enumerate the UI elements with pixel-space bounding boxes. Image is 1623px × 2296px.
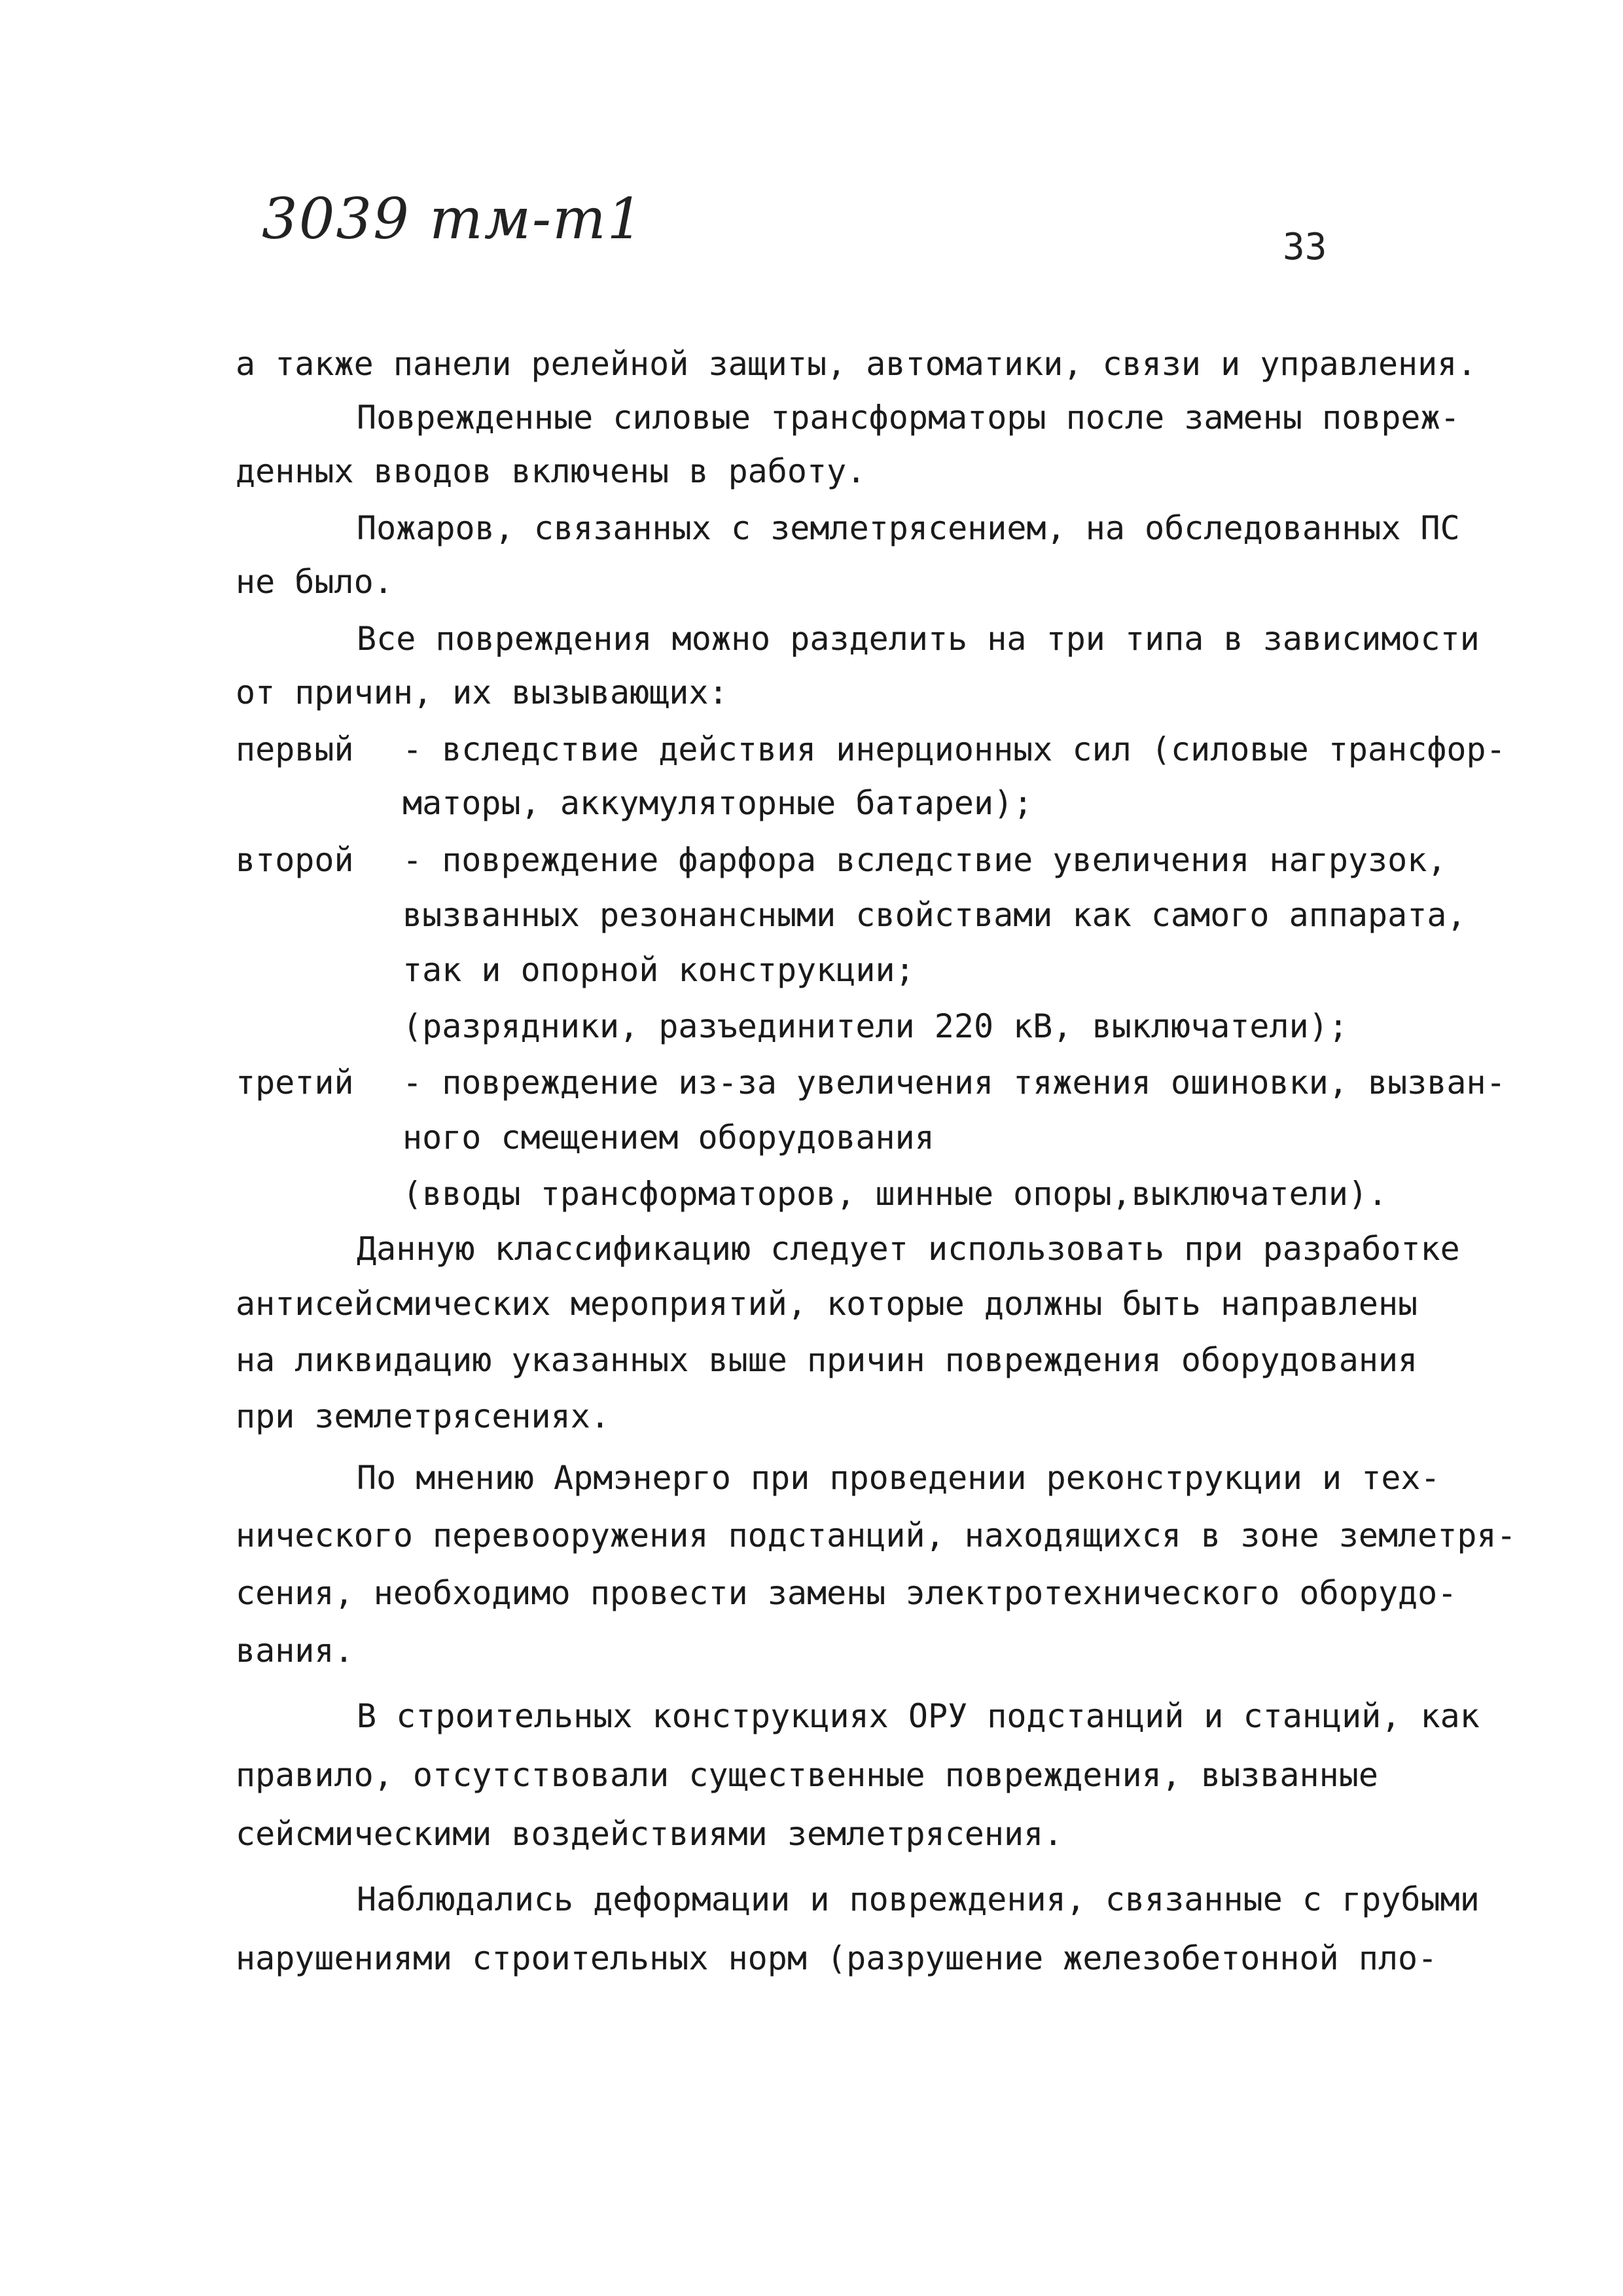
text-line: от причин, их вызывающих:	[236, 673, 728, 711]
text-line: Поврежденные силовые трансформаторы после замены повреж-	[357, 399, 1460, 437]
text-line: правило, отсутствовали существенные повреждения, вызванные	[236, 1756, 1378, 1794]
text-line: Наблюдались деформации и повреждения, связанные с грубыми	[357, 1880, 1480, 1918]
document-body	[236, 321, 1516, 2067]
text-line: не было.	[236, 563, 393, 601]
text-line: ного смещением оборудования	[402, 1119, 935, 1157]
text-line: (разрядники, разъединители 220 кВ, выключатели);	[402, 1007, 1348, 1045]
text-line: денных вводов включены в работу.	[236, 452, 866, 490]
text-line: вызванных резонансными свойствами как самого аппарата,	[402, 896, 1467, 934]
text-line: По мнению Армэнерго при проведении реконструкции и тех-	[357, 1459, 1440, 1497]
damage-type-first	[236, 719, 1506, 780]
damage-type-second	[236, 830, 1447, 890]
text-line: Все повреждения можно разделить на три типа в зависимости	[357, 620, 1480, 658]
damage-type-text: - повреждение фарфора вследствие увеличения нагрузок,	[402, 841, 1447, 879]
text-line: сения, необходимо провести замены электротехнического оборудо-	[236, 1574, 1457, 1612]
text-line: на ликвидацию указанных выше причин повреждения оборудования	[236, 1341, 1418, 1379]
text-line: при землетрясениях.	[236, 1397, 610, 1435]
page-number: 33	[1283, 226, 1327, 268]
damage-type-label: третий	[236, 1064, 354, 1102]
text-line: (вводы трансформаторов, шинные опоры,выключатели).	[402, 1175, 1388, 1213]
damage-type-label: первый	[236, 730, 354, 768]
damage-type-text: - вследствие действия инерционных сил (силовые трансфор-	[402, 730, 1506, 768]
text-line: антисейсмических мероприятий, которые должны быть направлены	[236, 1285, 1418, 1323]
handwritten-document-code: 3039 тм-т1	[262, 187, 645, 252]
text-line: маторы, аккумуляторные батареи);	[402, 784, 1033, 822]
damage-type-third	[236, 1052, 1506, 1113]
text-line: В строительных конструкциях ОРУ подстанций и станций, как	[357, 1697, 1480, 1735]
text-line: нического перевооружения подстанций, находящихся в зоне землетря-	[236, 1516, 1516, 1554]
text-line: нарушениями строительных норм (разрушение железобетонной пло-	[236, 1939, 1438, 1977]
text-line: вания.	[236, 1632, 354, 1670]
text-line: Данную классификацию следует использовать при разработке	[357, 1230, 1460, 1268]
text-line: так и опорной конструкции;	[402, 951, 915, 989]
text-line: а также панели релейной защиты, автоматики, связи и управления.	[236, 345, 1477, 383]
damage-type-text: - повреждение из-за увеличения тяжения ошиновки, вызван-	[402, 1064, 1506, 1102]
text-line: Пожаров, связанных с землетрясением, на обследованных ПС	[357, 509, 1460, 547]
damage-type-label: второй	[236, 841, 354, 879]
text-line: сейсмическими воздействиями землетрясения.	[236, 1815, 1063, 1853]
